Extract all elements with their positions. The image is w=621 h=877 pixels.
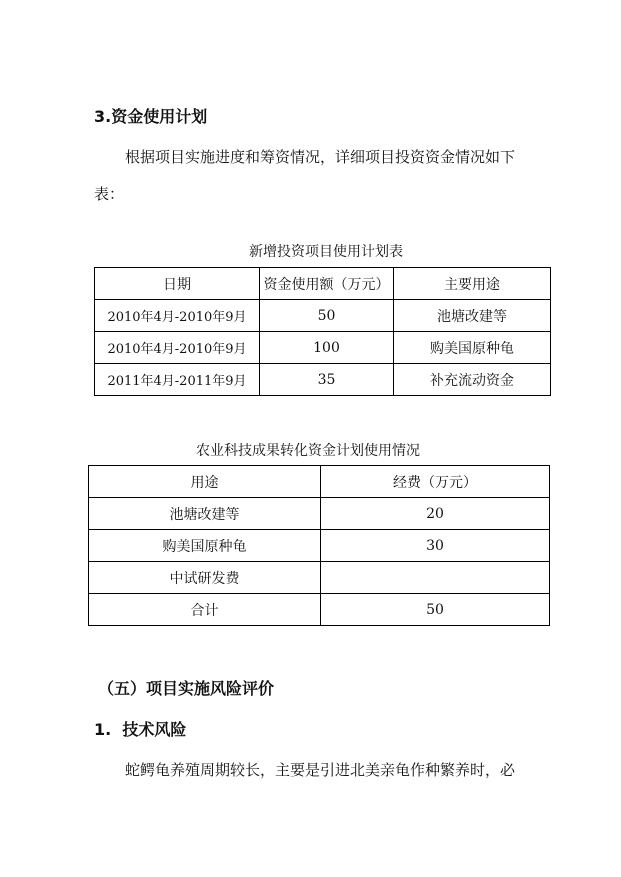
funding-paragraph-line-1: 根据项目实施进度和筹资情况，详细项目投资资金情况如下 [125,148,516,166]
table-header-row [89,466,550,498]
table-cell-usage: 购美国原种龟 [89,530,321,562]
table-row [89,498,550,530]
table-row-total [89,594,550,626]
table-cell-date: 2010年4月-2010年9月 [95,332,260,364]
table-cell-amount: 35 [260,364,394,396]
table-cell-amount: 100 [260,332,394,364]
subheading-technical-risk: 1. 技术风险 [94,720,187,739]
table2-caption: 农业科技成果转化资金计划使用情况 [196,443,420,459]
table-header-cell: 经费（万元） [321,466,550,498]
table-cell-amount: 50 [260,300,394,332]
table-row [95,364,551,396]
table-cell-date: 2010年4月-2010年9月 [95,300,260,332]
table-row [95,300,551,332]
table-cell-usage: 池塘改建等 [394,300,551,332]
table-cell-amount: 50 [321,594,550,626]
table-header-row [95,268,551,300]
technical-risk-paragraph-line-1: 蛇鳄龟养殖周期较长，主要是引进北美亲龟作种繁养时，必 [125,761,516,779]
table-cell-amount [321,562,550,594]
table-header-cell: 主要用途 [394,268,551,300]
tech-transfer-fund-table [88,465,550,626]
table-cell-amount: 20 [321,498,550,530]
table1-caption: 新增投资项目使用计划表 [249,244,403,260]
investment-plan-table [94,267,551,396]
table-cell-usage: 池塘改建等 [89,498,321,530]
table-row [89,562,550,594]
section-heading-risk-evaluation: （五）项目实施风险评价 [98,679,275,698]
table-cell-usage: 合计 [89,594,321,626]
table-header-cell: 用途 [89,466,321,498]
funding-paragraph-line-2: 表： [94,185,125,203]
table-cell-usage: 中试研发费 [89,562,321,594]
table-cell-date: 2011年4月-2011年9月 [95,364,260,396]
table-row [95,332,551,364]
table-cell-usage: 补充流动资金 [394,364,551,396]
section-heading-funding-plan: 3.资金使用计划 [94,107,208,126]
table-cell-amount: 30 [321,530,550,562]
table-header-cell: 日期 [95,268,260,300]
table-header-cell: 资金使用额（万元） [260,268,394,300]
table-cell-usage: 购美国原种龟 [394,332,551,364]
table-row [89,530,550,562]
